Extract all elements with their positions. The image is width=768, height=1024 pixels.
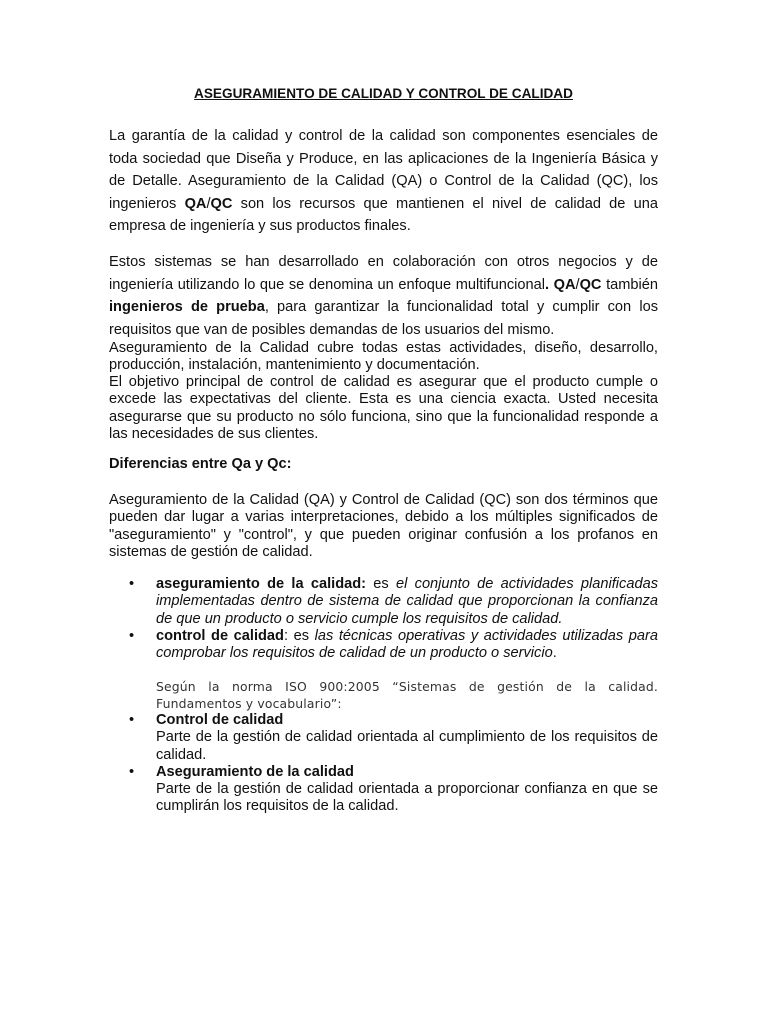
definition-italic: el conjunto de actividades planificadas implementadas dentro de sistema de calidad que proporcionan la confianza de que un producto o servicio cumple los requisitos de calidad. — [156, 576, 658, 627]
definitions-list — [109, 576, 658, 662]
systems-text-end: , para garantizar la funcionalidad total y cumplir con los requisitos que van de posibles demandas de los usuarios del mismo. — [109, 299, 658, 338]
qa-bold: QA — [184, 195, 207, 212]
definition-text: Parte de la gestión de calidad orientada a proporcionar confianza en que se cumplirán los requisitos de la calidad. — [156, 781, 658, 815]
term-bold: Aseguramiento de la calidad — [156, 763, 354, 780]
systems-text-mid: también — [601, 276, 658, 293]
definition-text: Parte de la gestión de calidad orientada al cumplimiento de los requisitos de calidad. — [156, 729, 658, 763]
bullet-icon: • — [129, 712, 135, 728]
slash: / — [575, 276, 580, 293]
bold-period: . — [544, 276, 550, 293]
list-item — [109, 764, 658, 816]
term-bold: aseguramiento de la calidad: — [156, 576, 367, 592]
list-item — [109, 576, 658, 628]
document-title: ASEGURAMIENTO DE CALIDAD Y CONTROL DE CALIDAD — [194, 86, 573, 101]
test-engineers-bold: ingenieros de prueba — [109, 299, 265, 316]
coverage-paragraph: Aseguramiento de la Calidad cubre todas estas actividades, diseño, desarrollo, producción, instalación, mantenimiento y documentación. — [109, 340, 658, 374]
period: . — [552, 645, 557, 662]
systems-paragraph — [109, 251, 658, 341]
connector: es — [366, 576, 396, 592]
qa-bold: QA — [549, 276, 576, 293]
bullet-icon: • — [129, 763, 135, 780]
iso-definitions-list — [109, 712, 658, 816]
list-item — [109, 628, 658, 663]
bullet-icon: • — [129, 627, 135, 644]
term-bold: Control de calidad — [156, 712, 284, 728]
term-bold: control de calidad — [156, 627, 284, 644]
objective-paragraph: El objetivo principal de control de calidad es asegurar que el producto cumple o excede las expectativas del cliente. Esta es una ciencia exacta. Usted necesita asegurarse que su producto no sólo funciona, sino que la funcionalidad responde a las necesidades de sus clientes. — [109, 374, 658, 442]
section-heading: Diferencias entre Qa y Qc: — [109, 456, 292, 472]
iso-note: Según la norma ISO 900:2005 “Sistemas de gestión de la calidad. Fundamentos y vocabulario”: — [156, 679, 658, 712]
systems-text: Estos sistemas se han desarrollado en colaboración con otros negocios y de ingeniería utilizando lo que se denomina un enfoque multifuncional — [109, 254, 658, 293]
qc-bold: QC — [210, 195, 233, 212]
slash: / — [206, 195, 211, 212]
intro-text-end: son los recursos que mantienen el nivel de calidad de una empresa de ingeniería y sus productos finales. — [109, 195, 658, 235]
connector: : es — [283, 627, 315, 644]
differences-paragraph: Aseguramiento de la Calidad (QA) y Control de Calidad (QC) son dos términos que pueden dar lugar a varias interpretaciones, debido a los múltiples significados de "aseguramiento" y "control", y que pueden originar confusión a los profanos en sistemas de gestión de calidad. — [109, 492, 658, 560]
intro-paragraph — [109, 125, 658, 238]
definition-italic: las técnicas operativas y actividades utilizadas para comprobar los requisitos de calidad de un producto o servicio — [156, 627, 658, 662]
intro-text: La garantía de la calidad y control de la calidad son componentes esenciales de toda sociedad que Diseña y Produce, en las aplicaciones de la Ingeniería Básica y de Detalle. Aseguramiento de la Calidad (QA) o Control de la Calidad (QC), los ingenieros — [109, 128, 658, 212]
bullet-icon: • — [129, 576, 135, 592]
qc-bold: QC — [579, 276, 602, 293]
list-item — [109, 712, 658, 764]
